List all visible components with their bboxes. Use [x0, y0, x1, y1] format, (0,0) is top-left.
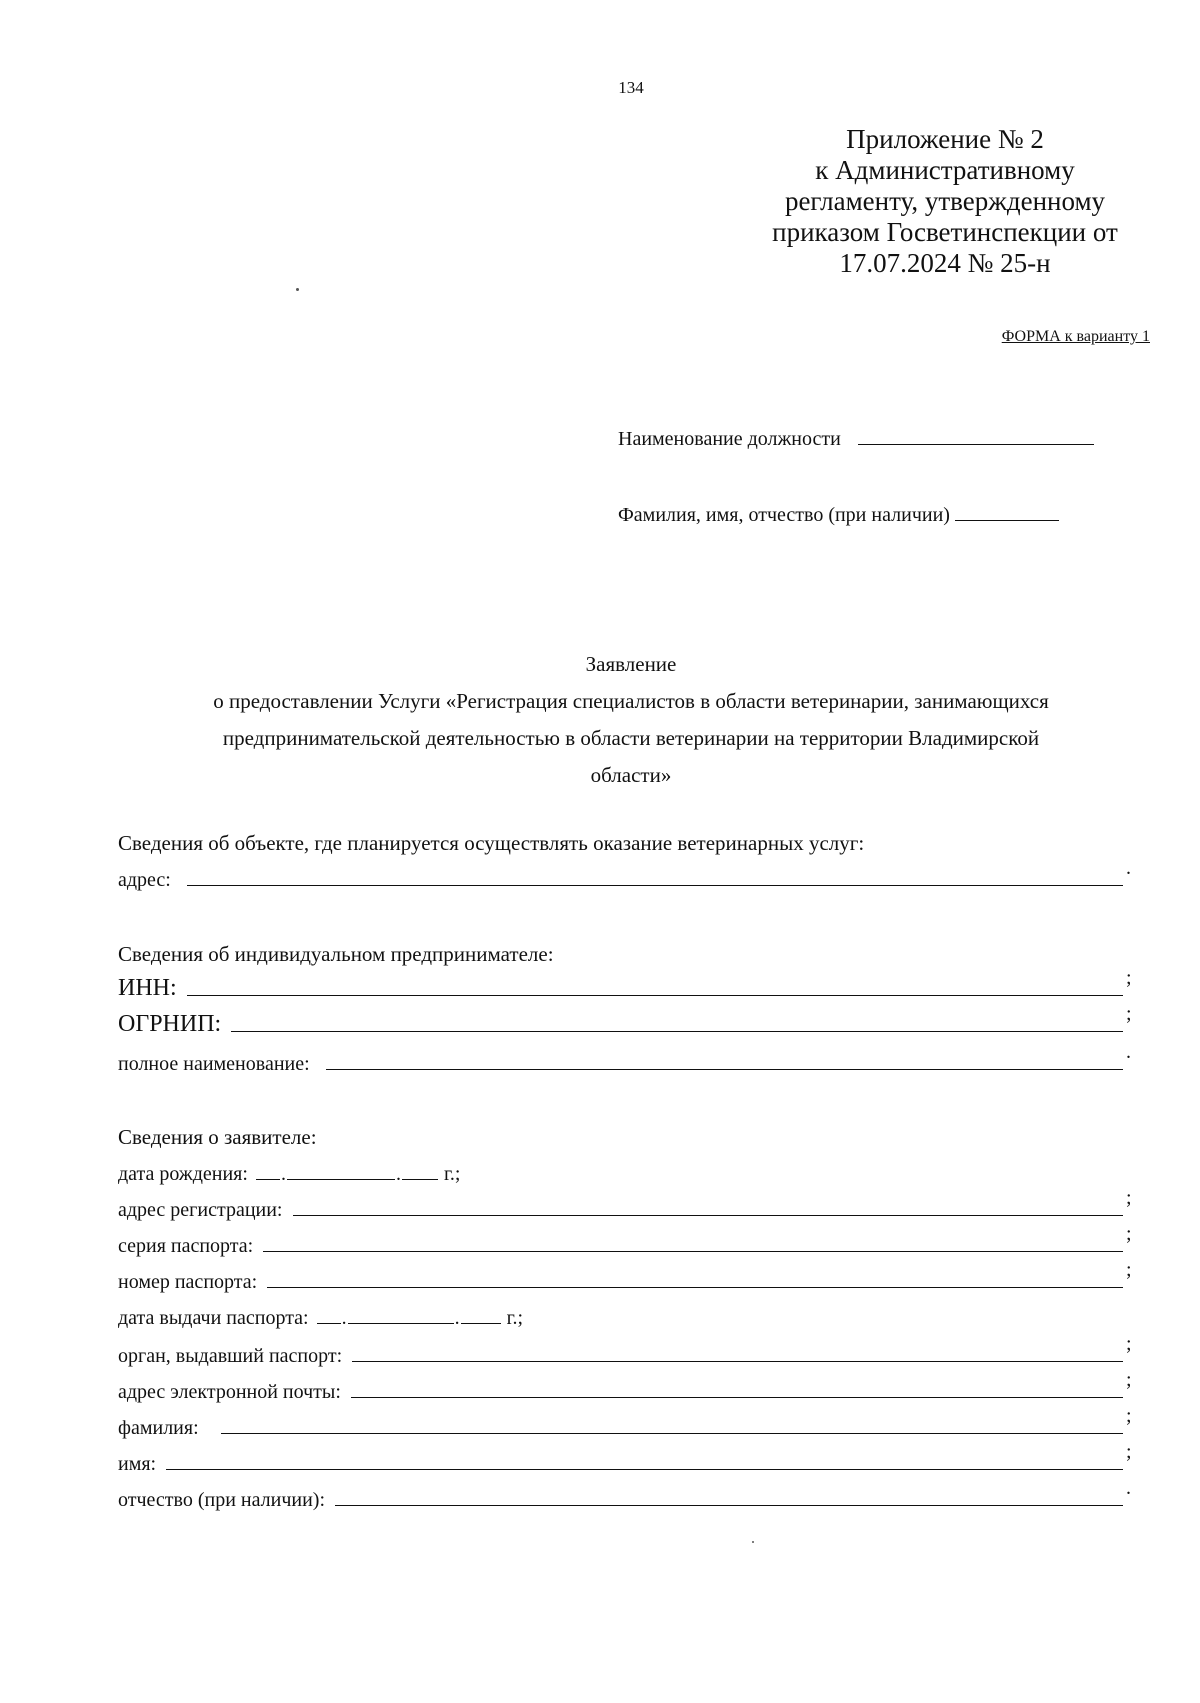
- field-end-mark: ;: [1126, 1405, 1132, 1427]
- field-label: отчество (при наличии):: [118, 1489, 326, 1511]
- passport-issuer-field: [118, 1333, 1140, 1368]
- email-input-line[interactable]: [351, 1379, 1123, 1398]
- appendix-line: Приложение № 2: [846, 124, 1044, 154]
- inn-field: [118, 967, 1140, 1002]
- field-end-mark: .: [1126, 1477, 1131, 1499]
- full-name-field: [118, 1041, 1140, 1076]
- field-end-mark: ;: [1126, 1369, 1132, 1391]
- scan-speck: [296, 288, 299, 291]
- surname-field: [118, 1405, 1140, 1440]
- date-separator: .: [280, 1163, 286, 1185]
- field-end-mark: .: [1126, 1041, 1131, 1063]
- position-input-line[interactable]: [858, 426, 1094, 445]
- inn-input-line[interactable]: [187, 977, 1123, 996]
- field-end-mark: ;: [1126, 1441, 1132, 1463]
- field-label: фамилия:: [118, 1417, 199, 1439]
- full-name-input-line[interactable]: [326, 1051, 1123, 1070]
- form-variant-label: ФОРМА к варианту 1: [1001, 328, 1150, 345]
- object-address-input-line[interactable]: [187, 867, 1123, 886]
- issue-month-input-line[interactable]: [348, 1305, 454, 1324]
- surname-input-line[interactable]: [221, 1415, 1123, 1434]
- date-suffix: г.;: [443, 1163, 461, 1185]
- date-separator: .: [454, 1307, 460, 1329]
- field-end-mark: .: [1126, 857, 1131, 879]
- passport-number-input-line[interactable]: [267, 1269, 1123, 1288]
- object-section-title: Сведения об объекте, где планируется осуществлять оказание ветеринарных услуг:: [118, 831, 865, 855]
- field-end-mark: ;: [1126, 1259, 1132, 1281]
- field-label: полное наименование:: [118, 1053, 310, 1075]
- registration-address-input-line[interactable]: [293, 1197, 1124, 1216]
- field-label: ОГРНИП:: [118, 1011, 222, 1037]
- patronymic-input-line[interactable]: [335, 1487, 1123, 1506]
- field-label: серия паспорта:: [118, 1235, 254, 1257]
- passport-issuer-input-line[interactable]: [352, 1343, 1123, 1362]
- field-label: адрес электронной почты:: [118, 1381, 341, 1403]
- field-label: адрес регистрации:: [118, 1199, 283, 1221]
- passport-series-field: [118, 1223, 1140, 1258]
- page-number: 134: [618, 78, 644, 97]
- field-end-mark: ;: [1126, 1003, 1132, 1025]
- object-address-field: [118, 857, 1140, 892]
- birth-year-input-line[interactable]: [402, 1161, 438, 1180]
- appendix-line: регламенту, утвержденному: [784, 186, 1106, 216]
- field-label: дата рождения:: [118, 1163, 248, 1185]
- date-separator: .: [395, 1163, 401, 1185]
- date-separator: .: [341, 1307, 347, 1329]
- field-end-mark: ;: [1126, 1333, 1132, 1355]
- field-end-mark: ;: [1126, 1223, 1132, 1245]
- addressee-fio-row: [618, 502, 1130, 527]
- first-name-input-line[interactable]: [166, 1451, 1123, 1470]
- entrepreneur-section-title: Сведения об индивидуальном предпринимателе:: [118, 942, 554, 966]
- ogrnip-field: [118, 1003, 1140, 1038]
- statement-title: [120, 646, 1142, 794]
- ogrnip-input-line[interactable]: [231, 1013, 1123, 1032]
- applicant-section-title: Сведения о заявителе:: [118, 1125, 317, 1149]
- statement-subject-line: области»: [590, 763, 672, 787]
- email-field: [118, 1369, 1140, 1404]
- patronymic-field: [118, 1477, 1140, 1512]
- appendix-line: приказом Госветинспекции от: [772, 217, 1118, 247]
- birth-date-field: [118, 1156, 460, 1186]
- appendix-header: [740, 124, 1150, 279]
- field-label: имя:: [118, 1453, 157, 1475]
- passport-issue-date-field: [118, 1300, 523, 1330]
- passport-number-field: [118, 1259, 1140, 1294]
- passport-series-input-line[interactable]: [263, 1233, 1123, 1252]
- field-end-mark: ;: [1126, 967, 1132, 989]
- field-end-mark: ;: [1126, 1187, 1132, 1209]
- birth-day-input-line[interactable]: [256, 1161, 280, 1180]
- fio-label: Фамилия, имя, отчество (при наличии): [618, 504, 950, 526]
- fio-input-line[interactable]: [955, 502, 1059, 521]
- first-name-field: [118, 1441, 1140, 1476]
- appendix-line: к Административному: [815, 155, 1075, 185]
- appendix-line: 17.07.2024 № 25-н: [839, 248, 1051, 278]
- birth-month-input-line[interactable]: [287, 1161, 395, 1180]
- field-label: дата выдачи паспорта:: [118, 1307, 309, 1329]
- registration-address-field: [118, 1187, 1140, 1222]
- issue-day-input-line[interactable]: [317, 1305, 341, 1324]
- field-label: орган, выдавший паспорт:: [118, 1345, 343, 1367]
- addressee-position-row: [618, 426, 1130, 451]
- position-label: Наименование должности: [618, 428, 841, 450]
- statement-subject-line: о предоставлении Услуги «Регистрация специалистов в области ветеринарии, занимающихся: [213, 689, 1049, 713]
- date-suffix: г.;: [506, 1307, 524, 1329]
- field-label: номер паспорта:: [118, 1271, 258, 1293]
- field-label: адрес:: [118, 869, 171, 891]
- field-label: ИНН:: [118, 975, 177, 1001]
- scan-speck: [752, 1541, 754, 1543]
- statement-heading: Заявление: [585, 652, 677, 676]
- issue-year-input-line[interactable]: [461, 1305, 501, 1324]
- statement-subject-line: предпринимательской деятельностью в области ветеринарии на территории Владимирской: [222, 726, 1040, 750]
